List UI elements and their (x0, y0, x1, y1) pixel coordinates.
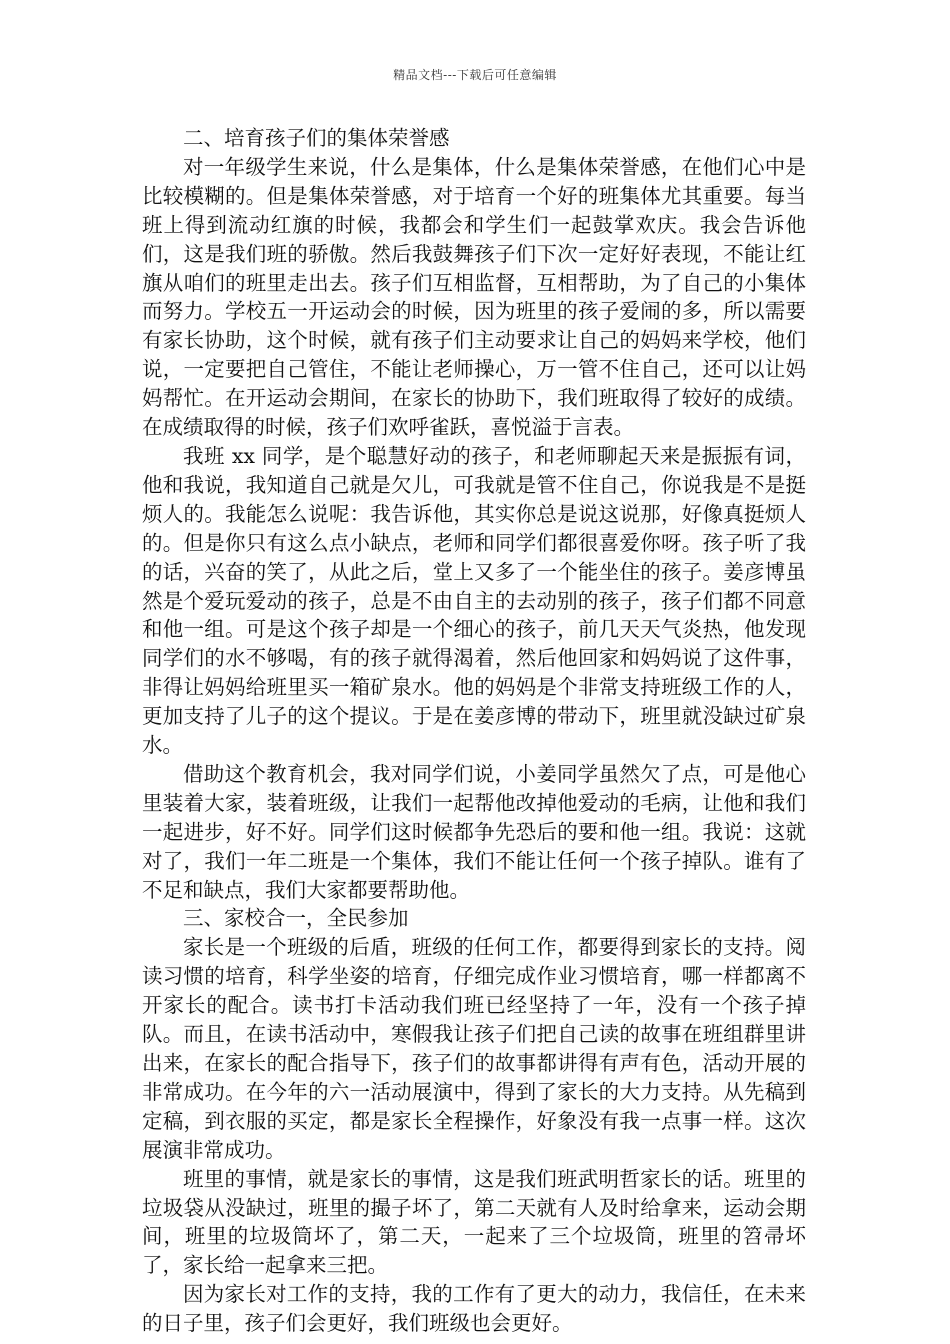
paragraph: 班里的事情，就是家长的事情，这是我们班武明哲家长的话。班里的垃圾袋从没缺过，班里的撮子坏了，第二天就有人及时给拿来，运动会期间，班里的垃圾筒坏了，第二天，一起来了三个垃圾筒，班里的笤帚坏了，家长给一起拿来三把。 (142, 1166, 806, 1278)
paragraph: 家长是一个班级的后盾，班级的任何工作，都要得到家长的支持。阅读习惯的培育，科学坐姿的培育，仔细完成作业习惯培育，哪一样都离不开家长的配合。读书打卡活动我们班已经坚持了一年，没有一个孩子掉队。而且，在读书活动中，寒假我让孩子们把自己读的故事在班组群里讲出来，在家长的配合指导下，孩子们的故事都讲得有声有色，活动开展的非常成功。在今年的六一活动展演中，得到了家长的大力支持。从先稿到定稿，到衣服的买定，都是家长全程操作，好象没有我一点事一样。这次展演非常成功。 (142, 935, 806, 1162)
paragraph: 因为家长对工作的支持，我的工作有了更大的动力，我信任，在未来的日子里，孩子们会更好，我们班级也会更好。 (142, 1282, 806, 1336)
document-body (142, 124, 806, 1338)
paragraph: 借助这个教育机会，我对同学们说，小姜同学虽然欠了点，可是他心里装着大家，装着班级，让我们一起帮他改掉他爱动的毛病，让他和我们一起进步，好不好。同学们这时候都争先恐后的要和他一组。我说：这就对了，我们一年二班是一个集体，我们不能让任何一个孩子掉队。谁有了不足和缺点，我们大家都要帮助他。 (142, 761, 806, 902)
page-header: 精品文档---下载后可任意编辑 (393, 68, 557, 82)
section-heading-1: 二、培育孩子们的集体荣誉感 (183, 126, 450, 150)
paragraph: 我班 xx 同学，是个聪慧好动的孩子，和老师聊起天来是振振有词，他和我说，我知道自己就是欠儿，可我就是管不住自己，你说我是不是挺烦人的。我能怎么说呢：我告诉他，其实你总是说这说那，好像真挺烦人的。但是你只有这么点小缺点，老师和同学们都很喜爱你呀。孩子听了我的话，兴奋的笑了，从此之后，堂上又多了一个能坐住的孩子。姜彦博虽然是个爱玩爱动的孩子，总是不由自主的去动别的孩子，孩子们都不同意和他一组。可是这个孩子却是一个细心的孩子，前几天天气炎热，他发现同学们的水不够喝，有的孩子就得渴着，然后他回家和妈妈说了这件事，非得让妈妈给班里买一箱矿泉水。他的妈妈是个非常支持班级工作的人，更加支持了儿子的这个提议。于是在姜彦博的带动下，班里就没缺过矿泉水。 (142, 443, 806, 758)
paragraph: 对一年级学生来说，什么是集体，什么是集体荣誉感，在他们心中是比较模糊的。但是集体荣誉感，对于培育一个好的班集体尤其重要。每当班上得到流动红旗的时候，我都会和学生们一起鼓掌欢庆。我会告诉他们，这是我们班的骄傲。然后我鼓舞孩子们下次一定好好表现，不能让红旗从咱们的班里走出去。孩子们互相监督，互相帮助，为了自己的小集体而努力。学校五一开运动会的时候，因为班里的孩子爱闹的多，所以需要有家长协助，这个时候，就有孩子们主动要求让自己的妈妈来学校，他们说，一定要把自己管住，不能让老师操心，万一管不住自己，还可以让妈妈帮忙。在开运动会期间，在家长的协助下，我们班取得了较好的成绩。在成绩取得的时候，孩子们欢呼雀跃，喜悦溢于言表。 (142, 154, 806, 440)
section-heading-2: 三、家校合一，全民参加 (183, 906, 409, 931)
